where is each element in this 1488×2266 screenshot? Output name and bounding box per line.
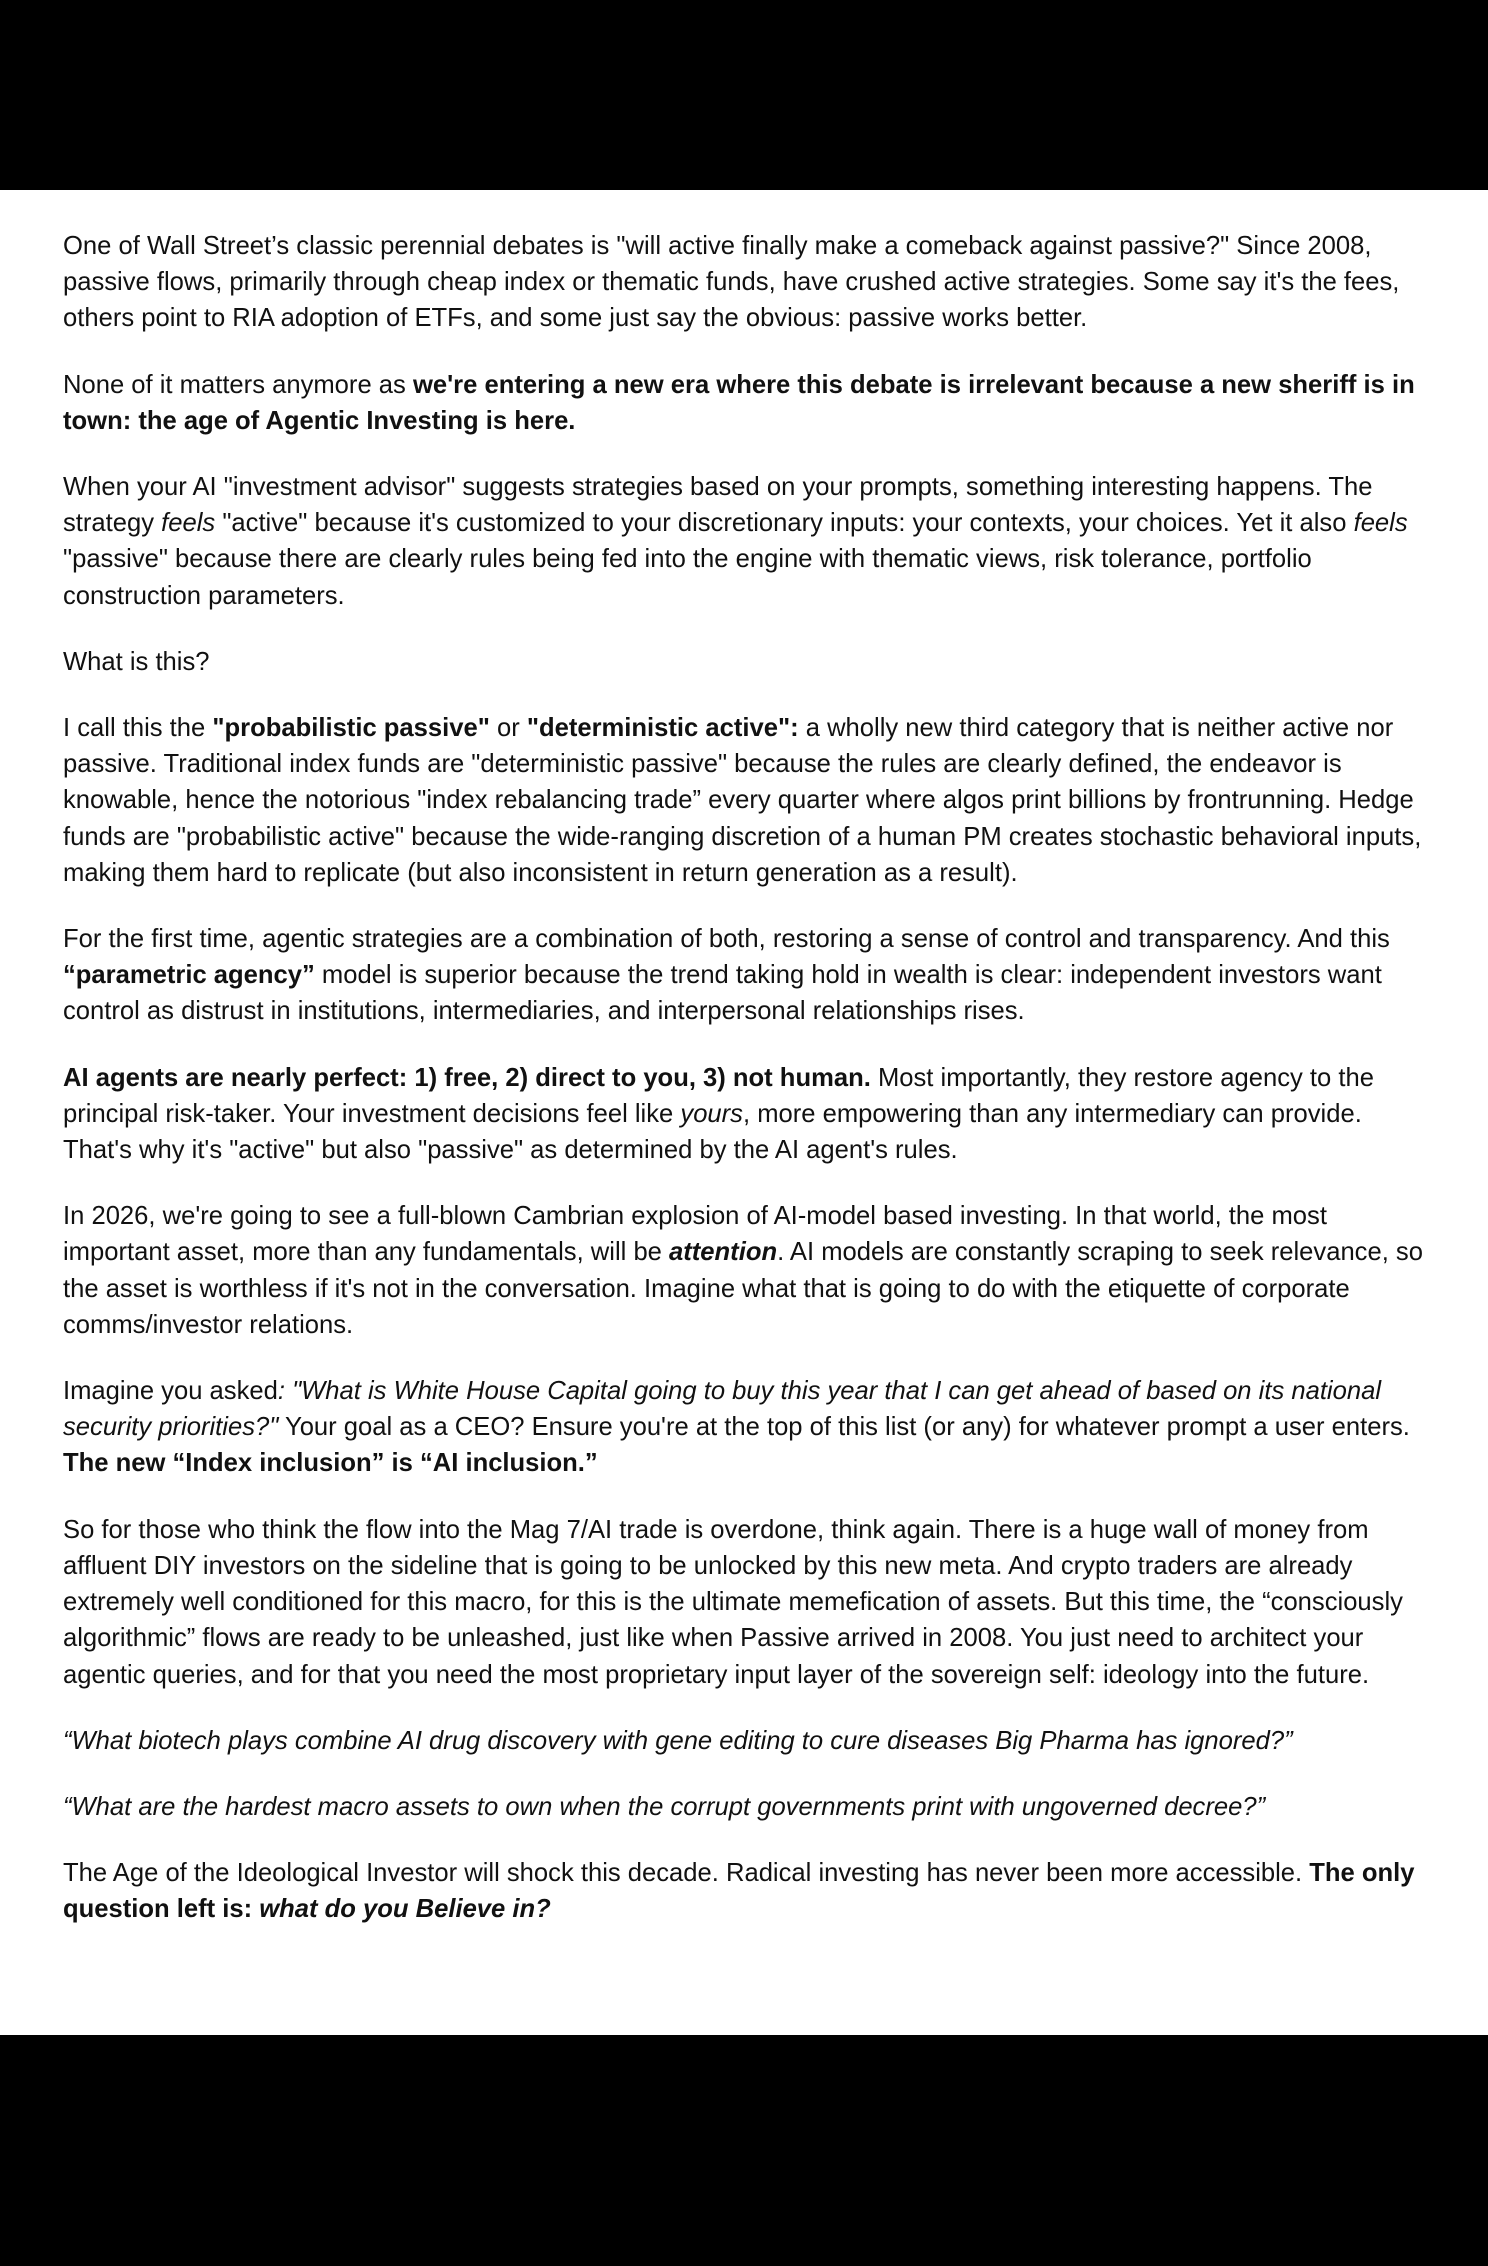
body-text: One of Wall Street’s classic perennial debates is "will active finally make a comeback against passive?" Since 2008, passive flows, primarily through cheap index or thematic funds, have crushed active strategies. Some say it's the fees, others point to RIA adoption of ETFs, and some just say the obvious: passive works better. — [63, 232, 1400, 333]
top-black-band — [0, 0, 1488, 190]
body-text: For the first time, agentic strategies are a combination of both, restoring a sense of control and transparency. And this — [63, 925, 1390, 954]
emphasis-text: "probabilistic passive" — [212, 714, 490, 743]
emphasis-text: feels — [161, 509, 216, 538]
paragraph — [63, 1789, 1433, 1825]
body-text: model is superior because the trend taking hold in wealth is clear: independent investors want control as distrust in institutions, intermediaries, and interpersonal relationships rises. — [63, 961, 1382, 1026]
emphasis-text: AI agents are nearly perfect: 1) free, 2) direct to you, 3) not human. — [63, 1063, 871, 1092]
paragraph — [63, 1855, 1433, 1927]
body-text: When your AI "investment advisor" suggests strategies based on your prompts, something interesting happens. The strategy — [63, 473, 1373, 538]
emphasis-text: we're entering a new era where this debate is irrelevant because a new sheriff is in town: the age of Agentic Investing is here. — [63, 370, 1415, 435]
emphasis-text: : "What is White House Capital going to buy this year that I can get ahead of based on its national security priorities?" — [63, 1377, 1381, 1442]
body-text: So for those who think the flow into the Mag 7/AI trade is overdone, think again. There is a huge wall of money from affluent DIY investors on the sideline that is going to be unlocked by this new meta. And crypto traders are already extremely well conditioned for this macro, for this is the ultimate memefication of assets. But this time, the “consciously algorithmic” flows are ready to be unleashed, just like when Passive arrived in 2008. You just need to architect your agentic queries, and for that you need the most proprietary input layer of the sovereign self: ideology into the future. — [63, 1515, 1403, 1689]
paragraph — [63, 1723, 1433, 1759]
body-text: Most importantly, they restore agency to the principal risk-taker. Your investment decisions feel like — [63, 1063, 1374, 1128]
emphasis-text: what do you Believe in? — [259, 1895, 551, 1924]
article-body — [63, 228, 1433, 1928]
paragraph — [63, 1060, 1433, 1169]
body-text: Your goal as a CEO? Ensure you're at the top of this list (or any) for whatever prompt a user enters. — [278, 1413, 1410, 1442]
paragraph — [63, 1373, 1433, 1482]
paragraph — [63, 469, 1433, 614]
body-text: None of it matters anymore as — [63, 370, 413, 399]
emphasis-text: feels — [1353, 509, 1408, 538]
body-text: , more empowering than any intermediary can provide. That's why it's "active" but also "passive" as determined by the AI agent's rules. — [63, 1099, 1362, 1165]
paragraph — [63, 367, 1433, 439]
body-text: "passive" because there are clearly rules being fed into the engine with thematic views, risk tolerance, portfolio construction parameters. — [63, 545, 1312, 610]
paragraph — [63, 644, 1433, 680]
body-text: What is this? — [63, 647, 210, 676]
paragraph — [63, 921, 1433, 1030]
emphasis-text: attention — [669, 1238, 778, 1267]
emphasis-text: The new “Index inclusion” is “AI inclusion.” — [63, 1449, 598, 1478]
body-text: The Age of the Ideological Investor will shock this decade. Radical investing has never been more accessible. — [63, 1859, 1310, 1888]
emphasis-text: “What biotech plays combine AI drug discovery with gene editing to cure diseases Big Pharma has ignored?” — [63, 1726, 1293, 1755]
emphasis-text: “parametric agency” — [63, 961, 315, 990]
paragraph — [63, 1198, 1433, 1343]
emphasis-text: "deterministic active": — [526, 714, 799, 743]
emphasis-text: yours — [680, 1099, 743, 1128]
paragraph — [63, 1512, 1433, 1693]
body-text: Imagine you asked — [63, 1377, 278, 1406]
emphasis-text: “What are the hardest macro assets to own when the corrupt governments print with ungoverned decree?” — [63, 1792, 1266, 1821]
body-text: a wholly new third category that is neither active nor passive. Traditional index funds are "deterministic passive" because the rules are clearly defined, the endeavor is knowable, hence the notorious "index rebalancing trade” every quarter where algos print billions by frontrunning. Hedge funds are "probabilistic active" because the wide-ranging discretion of a human PM creates stochastic behavioral inputs, making them hard to replicate (but also inconsistent in return generation as a result). — [63, 714, 1422, 887]
body-text: or — [489, 714, 527, 743]
emphasis-text: The only question left is: — [63, 1859, 1415, 1924]
body-text: I call this the — [63, 714, 213, 743]
paragraph — [63, 228, 1433, 337]
body-text: . AI models are constantly scraping to seek relevance, so the asset is worthless if it's not in the conversation. Imagine what that is going to do with the etiquette of corporate comms/investor relations. — [63, 1238, 1423, 1339]
body-text: In 2026, we're going to see a full-blown Cambrian explosion of AI-model based investing. In that world, the most important asset, more than any fundamentals, will be — [63, 1202, 1327, 1267]
document-page — [0, 190, 1488, 2035]
paragraph — [63, 710, 1433, 891]
body-text: "active" because it's customized to your discretionary inputs: your contexts, your choices. Yet it also — [215, 509, 1354, 538]
bottom-black-band — [0, 2035, 1488, 2266]
